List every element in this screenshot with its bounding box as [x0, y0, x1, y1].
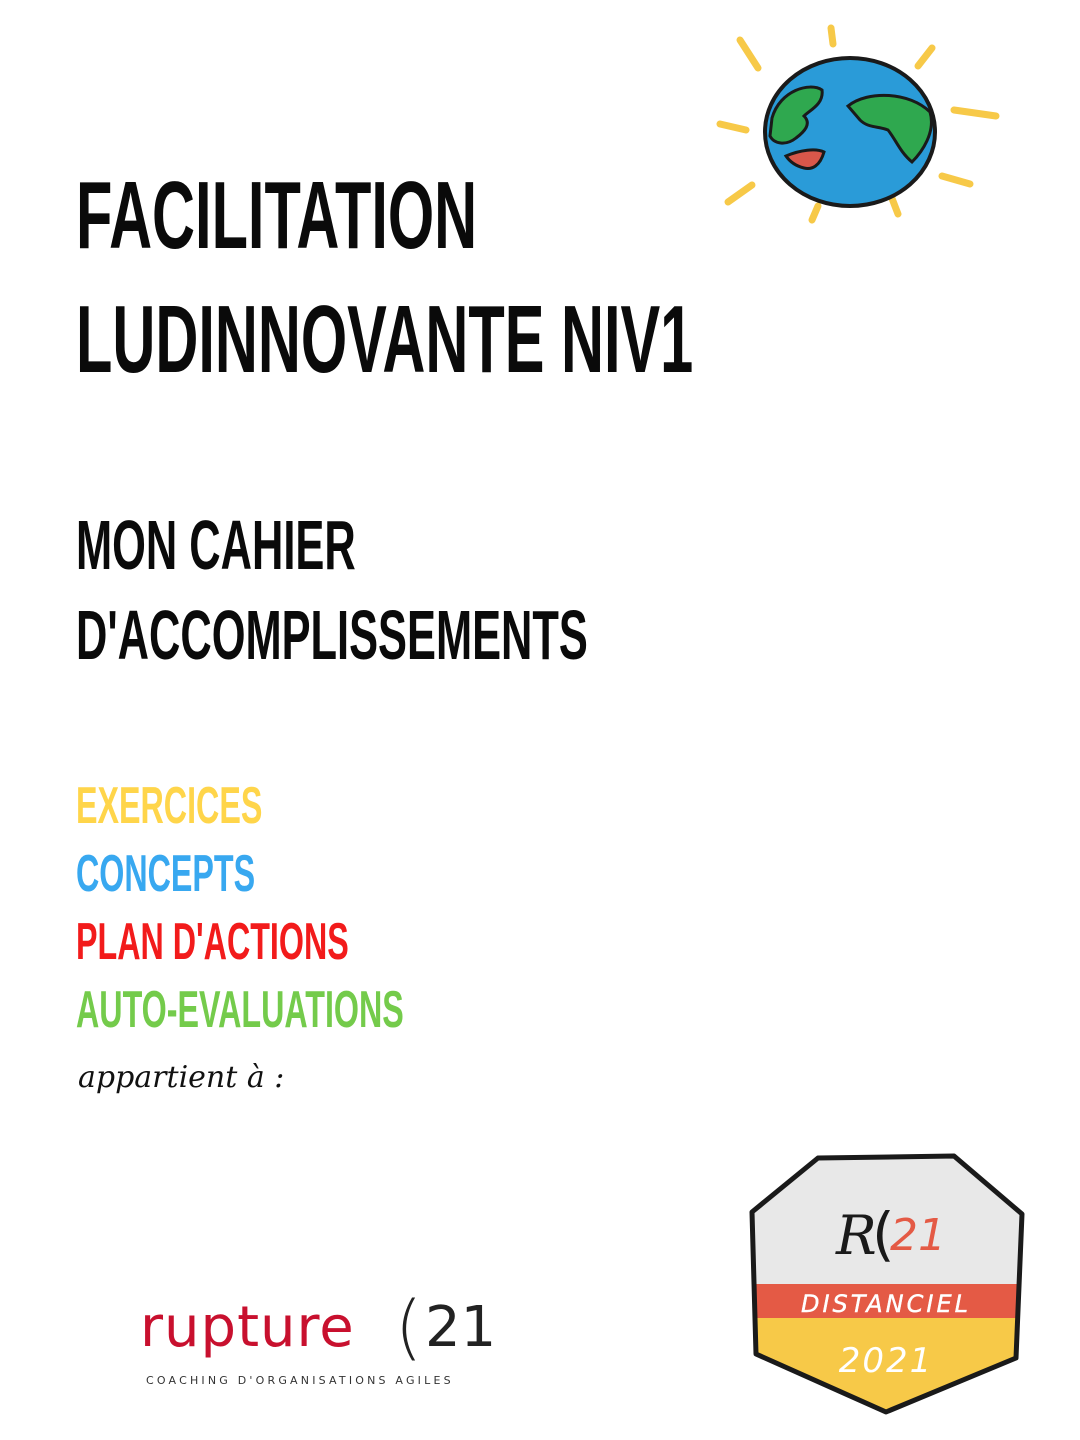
brand-paren: ( [395, 1286, 423, 1368]
subtitle-line-2: D'ACCOMPLISSEMENTS [76, 596, 588, 674]
subtitle-line-1: MON CAHIER [76, 506, 356, 584]
brand-word: rupture [140, 1295, 355, 1360]
badge-year: 2021 [838, 1341, 934, 1381]
brand-tagline: COACHING D'ORGANISATIONS AGILES [146, 1374, 454, 1387]
section-concepts: CONCEPTS [76, 845, 256, 903]
title-line-2: LUDINNOVANTE NIV1 [76, 286, 694, 393]
section-exercices: EXERCICES [76, 777, 263, 835]
distanciel-badge [738, 1150, 1034, 1420]
badge-logo-letter: R [836, 1204, 877, 1267]
owner-label: appartient à : [78, 1060, 285, 1095]
badge-logo-paren: ( [872, 1200, 895, 1268]
brand-number: 21 [425, 1295, 497, 1360]
badge-logo-number: 21 [890, 1210, 946, 1261]
brand-logo [140, 1286, 540, 1400]
title-line-1: FACILITATION [76, 162, 478, 269]
sun-globe-icon [700, 20, 1020, 230]
section-plan-actions: PLAN D'ACTIONS [76, 913, 349, 971]
badge-band-text: DISTANCIEL [801, 1290, 971, 1318]
section-auto-evaluations: AUTO-EVALUATIONS [76, 981, 404, 1039]
